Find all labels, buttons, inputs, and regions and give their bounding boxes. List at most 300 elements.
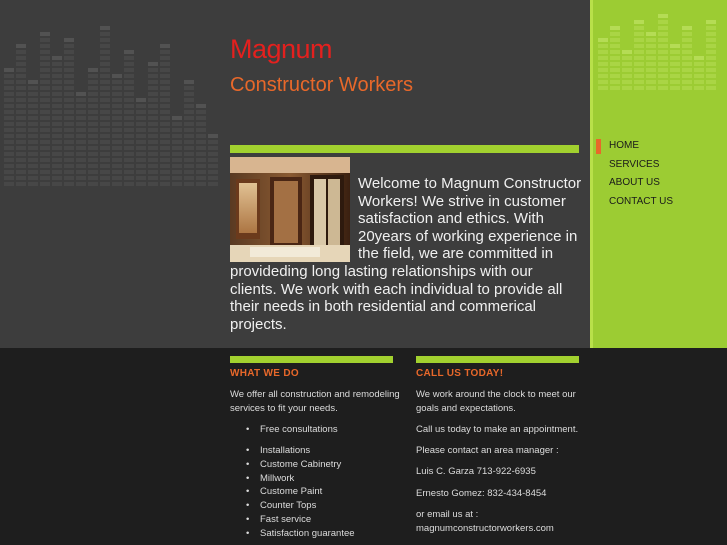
equalizer-cell <box>16 20 26 24</box>
equalizer-cell <box>76 20 86 24</box>
equalizer-cell <box>88 170 98 174</box>
equalizer-cell <box>148 86 158 90</box>
equalizer-cell <box>64 86 74 90</box>
equalizer-cell <box>100 62 110 66</box>
equalizer-cell <box>124 86 134 90</box>
equalizer-cell <box>136 74 146 78</box>
equalizer-cell <box>76 26 86 30</box>
nav-item-home-label: HOME <box>609 140 639 151</box>
equalizer-cell <box>28 50 38 54</box>
equalizer-cell <box>196 176 206 180</box>
equalizer-cell <box>112 32 122 36</box>
equalizer-cell <box>100 50 110 54</box>
equalizer-cell <box>196 140 206 144</box>
equalizer-cell <box>184 44 194 48</box>
equalizer-cell <box>682 68 692 72</box>
equalizer-cell <box>100 158 110 162</box>
equalizer-cell <box>28 176 38 180</box>
equalizer-cell <box>136 44 146 48</box>
photo-spacer <box>230 175 358 261</box>
equalizer-cell <box>682 20 692 24</box>
equalizer-cell <box>148 110 158 114</box>
equalizer-cell <box>598 50 608 54</box>
equalizer-cell <box>634 68 644 72</box>
sidebar-equalizer-decoration <box>598 8 716 90</box>
equalizer-cell <box>622 14 632 18</box>
equalizer-cell <box>682 62 692 66</box>
equalizer-cell <box>88 44 98 48</box>
equalizer-cell <box>124 68 134 72</box>
equalizer-cell <box>88 50 98 54</box>
equalizer-cell <box>88 20 98 24</box>
list-item: • Installations <box>246 444 355 458</box>
equalizer-cell <box>136 134 146 138</box>
equalizer-cell <box>682 44 692 48</box>
equalizer-cell <box>172 158 182 162</box>
equalizer-cell <box>136 110 146 114</box>
equalizer-cell <box>100 164 110 168</box>
equalizer-cell <box>706 20 716 24</box>
equalizer-cell <box>184 122 194 126</box>
equalizer-cell <box>112 104 122 108</box>
equalizer-cell <box>28 164 38 168</box>
equalizer-cell <box>40 128 50 132</box>
nav-item-home[interactable] <box>609 140 673 159</box>
equalizer-cell <box>136 158 146 162</box>
equalizer-cell <box>76 44 86 48</box>
equalizer-cell <box>622 26 632 30</box>
equalizer-cell <box>196 134 206 138</box>
equalizer-cell <box>88 176 98 180</box>
equalizer-cell <box>76 182 86 186</box>
equalizer-cell <box>40 176 50 180</box>
equalizer-cell <box>634 8 644 12</box>
equalizer-cell <box>52 38 62 42</box>
equalizer-cell <box>706 14 716 18</box>
equalizer-cell <box>112 110 122 114</box>
equalizer-cell <box>682 74 692 78</box>
equalizer-cell <box>706 56 716 60</box>
equalizer-cell <box>88 74 98 78</box>
equalizer-cell <box>622 50 632 54</box>
equalizer-cell <box>40 182 50 186</box>
equalizer-cell <box>88 158 98 162</box>
site-title[interactable]: Magnum <box>230 34 333 64</box>
equalizer-cell <box>16 92 26 96</box>
equalizer-cell <box>136 98 146 102</box>
equalizer-cell <box>658 38 668 42</box>
equalizer-cell <box>172 182 182 186</box>
equalizer-cell <box>706 68 716 72</box>
equalizer-cell <box>208 164 218 168</box>
equalizer-cell <box>646 8 656 12</box>
equalizer-cell <box>706 62 716 66</box>
equalizer-cell <box>76 104 86 108</box>
equalizer-cell <box>124 104 134 108</box>
equalizer-cell <box>52 92 62 96</box>
equalizer-cell <box>100 110 110 114</box>
equalizer-cell <box>64 128 74 132</box>
equalizer-cell <box>4 104 14 108</box>
equalizer-cell <box>172 86 182 90</box>
equalizer-cell <box>694 26 704 30</box>
equalizer-cell <box>76 68 86 72</box>
email-line[interactable]: or email us at : magnumconstructorworkers.com <box>416 509 554 534</box>
equalizer-cell <box>160 170 170 174</box>
equalizer-cell <box>52 68 62 72</box>
equalizer-cell <box>124 146 134 150</box>
equalizer-cell <box>40 134 50 138</box>
equalizer-cell <box>136 146 146 150</box>
equalizer-cell <box>196 170 206 174</box>
equalizer-cell <box>76 170 86 174</box>
call-us-bar <box>416 356 579 363</box>
equalizer-cell <box>88 140 98 144</box>
equalizer-cell <box>112 128 122 132</box>
equalizer-cell <box>196 50 206 54</box>
equalizer-cell <box>40 74 50 78</box>
equalizer-cell <box>598 14 608 18</box>
equalizer-cell <box>112 134 122 138</box>
equalizer-cell <box>64 170 74 174</box>
equalizer-cell <box>88 134 98 138</box>
contact-ernesto: Ernesto Gomez: 832-434-8454 <box>416 488 547 499</box>
equalizer-cell <box>64 26 74 30</box>
equalizer-cell <box>172 44 182 48</box>
equalizer-cell <box>88 98 98 102</box>
what-we-do-intro: We offer all construction and remodeling services to fit your needs. <box>230 389 400 414</box>
equalizer-cell <box>196 80 206 84</box>
equalizer-cell <box>28 74 38 78</box>
equalizer-cell <box>76 80 86 84</box>
equalizer-cell <box>694 8 704 12</box>
equalizer-cell <box>64 110 74 114</box>
nav-item-services-label: SERVICES <box>609 158 660 170</box>
equalizer-cell <box>40 164 50 168</box>
equalizer-cell <box>112 56 122 60</box>
equalizer-cell <box>622 38 632 42</box>
equalizer-cell <box>208 92 218 96</box>
equalizer-cell <box>208 44 218 48</box>
equalizer-cell <box>184 26 194 30</box>
equalizer-cell <box>148 152 158 156</box>
equalizer-cell <box>196 86 206 90</box>
equalizer-cell <box>646 74 656 78</box>
equalizer-cell <box>196 158 206 162</box>
equalizer-cell <box>208 86 218 90</box>
equalizer-cell <box>610 50 620 54</box>
equalizer-cell <box>52 32 62 36</box>
equalizer-cell <box>646 44 656 48</box>
equalizer-cell <box>208 116 218 120</box>
equalizer-cell <box>196 74 206 78</box>
equalizer-cell <box>160 122 170 126</box>
equalizer-cell <box>634 38 644 42</box>
equalizer-cell <box>184 104 194 108</box>
equalizer-cell <box>76 140 86 144</box>
equalizer-cell <box>28 20 38 24</box>
equalizer-cell <box>4 26 14 30</box>
equalizer-cell <box>196 110 206 114</box>
equalizer-cell <box>112 170 122 174</box>
equalizer-cell <box>196 62 206 66</box>
equalizer-cell <box>148 50 158 54</box>
equalizer-cell <box>136 26 146 30</box>
equalizer-cell <box>598 86 608 90</box>
equalizer-cell <box>112 164 122 168</box>
equalizer-cell <box>172 32 182 36</box>
equalizer-cell <box>682 14 692 18</box>
equalizer-cell <box>124 44 134 48</box>
equalizer-cell <box>208 176 218 180</box>
equalizer-cell <box>100 170 110 174</box>
equalizer-cell <box>160 26 170 30</box>
equalizer-cell <box>40 44 50 48</box>
equalizer-cell <box>4 170 14 174</box>
equalizer-cell <box>76 146 86 150</box>
equalizer-cell <box>694 80 704 84</box>
equalizer-cell <box>40 50 50 54</box>
equalizer-cell <box>100 20 110 24</box>
equalizer-cell <box>64 20 74 24</box>
equalizer-cell <box>64 56 74 60</box>
equalizer-cell <box>40 38 50 42</box>
equalizer-cell <box>706 86 716 90</box>
equalizer-cell <box>706 50 716 54</box>
equalizer-cell <box>172 134 182 138</box>
equalizer-cell <box>634 26 644 30</box>
equalizer-cell <box>160 50 170 54</box>
equalizer-cell <box>88 116 98 120</box>
equalizer-cell <box>28 44 38 48</box>
equalizer-cell <box>112 38 122 42</box>
equalizer-cell <box>52 44 62 48</box>
equalizer-cell <box>4 74 14 78</box>
equalizer-cell <box>64 98 74 102</box>
equalizer-cell <box>100 122 110 126</box>
equalizer-cell <box>148 146 158 150</box>
equalizer-cell <box>64 44 74 48</box>
equalizer-cell <box>670 26 680 30</box>
equalizer-cell <box>52 128 62 132</box>
equalizer-cell <box>76 164 86 168</box>
equalizer-cell <box>28 152 38 156</box>
equalizer-cell <box>16 98 26 102</box>
equalizer-cell <box>136 56 146 60</box>
equalizer-cell <box>682 80 692 84</box>
equalizer-cell <box>4 122 14 126</box>
equalizer-cell <box>100 128 110 132</box>
equalizer-cell <box>694 68 704 72</box>
equalizer-cell <box>622 56 632 60</box>
equalizer-cell <box>112 44 122 48</box>
nav-item-services[interactable] <box>609 159 673 178</box>
equalizer-cell <box>208 122 218 126</box>
equalizer-cell <box>658 50 668 54</box>
equalizer-cell <box>136 68 146 72</box>
equalizer-cell <box>64 38 74 42</box>
equalizer-cell <box>208 38 218 42</box>
equalizer-cell <box>208 110 218 114</box>
equalizer-cell <box>16 176 26 180</box>
equalizer-cell <box>4 50 14 54</box>
equalizer-cell <box>610 32 620 36</box>
equalizer-cell <box>160 104 170 108</box>
equalizer-cell <box>658 14 668 18</box>
equalizer-cell <box>682 32 692 36</box>
nav-item-contact-us[interactable] <box>609 196 673 215</box>
equalizer-cell <box>28 92 38 96</box>
equalizer-cell <box>136 164 146 168</box>
equalizer-cell <box>28 116 38 120</box>
equalizer-cell <box>658 56 668 60</box>
equalizer-cell <box>694 62 704 66</box>
equalizer-cell <box>622 68 632 72</box>
equalizer-cell <box>682 86 692 90</box>
equalizer-cell <box>136 128 146 132</box>
equalizer-cell <box>610 56 620 60</box>
equalizer-cell <box>112 80 122 84</box>
equalizer-cell <box>160 152 170 156</box>
equalizer-cell <box>670 74 680 78</box>
equalizer-cell <box>124 182 134 186</box>
equalizer-cell <box>172 50 182 54</box>
equalizer-cell <box>160 140 170 144</box>
equalizer-cell <box>100 56 110 60</box>
equalizer-cell <box>64 176 74 180</box>
equalizer-cell <box>208 170 218 174</box>
equalizer-cell <box>16 56 26 60</box>
equalizer-cell <box>208 32 218 36</box>
equalizer-cell <box>76 32 86 36</box>
equalizer-cell <box>208 152 218 156</box>
equalizer-cell <box>136 92 146 96</box>
equalizer-cell <box>16 62 26 66</box>
equalizer-cell <box>148 44 158 48</box>
equalizer-cell <box>16 146 26 150</box>
equalizer-cell <box>184 68 194 72</box>
equalizer-cell <box>184 176 194 180</box>
equalizer-cell <box>208 68 218 72</box>
services-list <box>246 444 355 541</box>
equalizer-cell <box>622 8 632 12</box>
equalizer-cell <box>100 152 110 156</box>
equalizer-cell <box>16 122 26 126</box>
active-marker <box>596 139 601 154</box>
equalizer-cell <box>88 92 98 96</box>
equalizer-cell <box>136 170 146 174</box>
equalizer-cell <box>52 122 62 126</box>
equalizer-cell <box>64 32 74 36</box>
equalizer-cell <box>112 146 122 150</box>
equalizer-cell <box>148 56 158 60</box>
equalizer-cell <box>4 62 14 66</box>
equalizer-cell <box>4 68 14 72</box>
equalizer-cell <box>16 152 26 156</box>
equalizer-cell <box>184 56 194 60</box>
equalizer-cell <box>670 8 680 12</box>
equalizer-cell <box>112 116 122 120</box>
equalizer-cell <box>598 32 608 36</box>
equalizer-cell <box>706 26 716 30</box>
equalizer-cell <box>76 86 86 90</box>
equalizer-cell <box>28 182 38 186</box>
equalizer-cell <box>88 146 98 150</box>
equalizer-cell <box>112 182 122 186</box>
equalizer-cell <box>646 20 656 24</box>
equalizer-cell <box>52 146 62 150</box>
equalizer-cell <box>670 80 680 84</box>
equalizer-cell <box>634 74 644 78</box>
equalizer-cell <box>64 152 74 156</box>
equalizer-cell <box>16 104 26 108</box>
equalizer-cell <box>598 44 608 48</box>
equalizer-cell <box>136 140 146 144</box>
equalizer-cell <box>136 152 146 156</box>
equalizer-cell <box>184 116 194 120</box>
equalizer-cell <box>112 122 122 126</box>
equalizer-cell <box>598 26 608 30</box>
equalizer-cell <box>196 98 206 102</box>
equalizer-cell <box>64 74 74 78</box>
equalizer-cell <box>670 14 680 18</box>
equalizer-cell <box>148 164 158 168</box>
equalizer-cell <box>184 74 194 78</box>
equalizer-cell <box>16 68 26 72</box>
equalizer-cell <box>196 146 206 150</box>
equalizer-cell <box>148 176 158 180</box>
equalizer-cell <box>148 128 158 132</box>
equalizer-cell <box>4 146 14 150</box>
equalizer-cell <box>112 26 122 30</box>
equalizer-cell <box>88 104 98 108</box>
equalizer-cell <box>706 74 716 78</box>
site-subtitle: Constructor Workers <box>230 74 414 96</box>
equalizer-cell <box>196 92 206 96</box>
equalizer-cell <box>4 20 14 24</box>
equalizer-cell <box>172 110 182 114</box>
equalizer-cell <box>16 86 26 90</box>
equalizer-cell <box>136 62 146 66</box>
equalizer-cell <box>646 32 656 36</box>
list-item: • Millwork <box>246 472 355 486</box>
equalizer-cell <box>172 74 182 78</box>
equalizer-cell <box>160 134 170 138</box>
equalizer-cell <box>658 74 668 78</box>
equalizer-cell <box>208 140 218 144</box>
equalizer-cell <box>622 74 632 78</box>
equalizer-cell <box>28 170 38 174</box>
equalizer-cell <box>100 32 110 36</box>
equalizer-cell <box>184 182 194 186</box>
equalizer-cell <box>610 74 620 78</box>
equalizer-cell <box>64 62 74 66</box>
equalizer-cell <box>76 38 86 42</box>
equalizer-cell <box>100 86 110 90</box>
equalizer-cell <box>40 20 50 24</box>
equalizer-cell <box>610 20 620 24</box>
equalizer-cell <box>160 74 170 78</box>
equalizer-cell <box>682 50 692 54</box>
equalizer-cell <box>112 98 122 102</box>
equalizer-cell <box>196 20 206 24</box>
equalizer-cell <box>136 50 146 54</box>
equalizer-cell <box>52 164 62 168</box>
equalizer-cell <box>52 80 62 84</box>
nav-item-about-us[interactable] <box>609 177 673 196</box>
equalizer-cell <box>670 32 680 36</box>
equalizer-cell <box>184 170 194 174</box>
